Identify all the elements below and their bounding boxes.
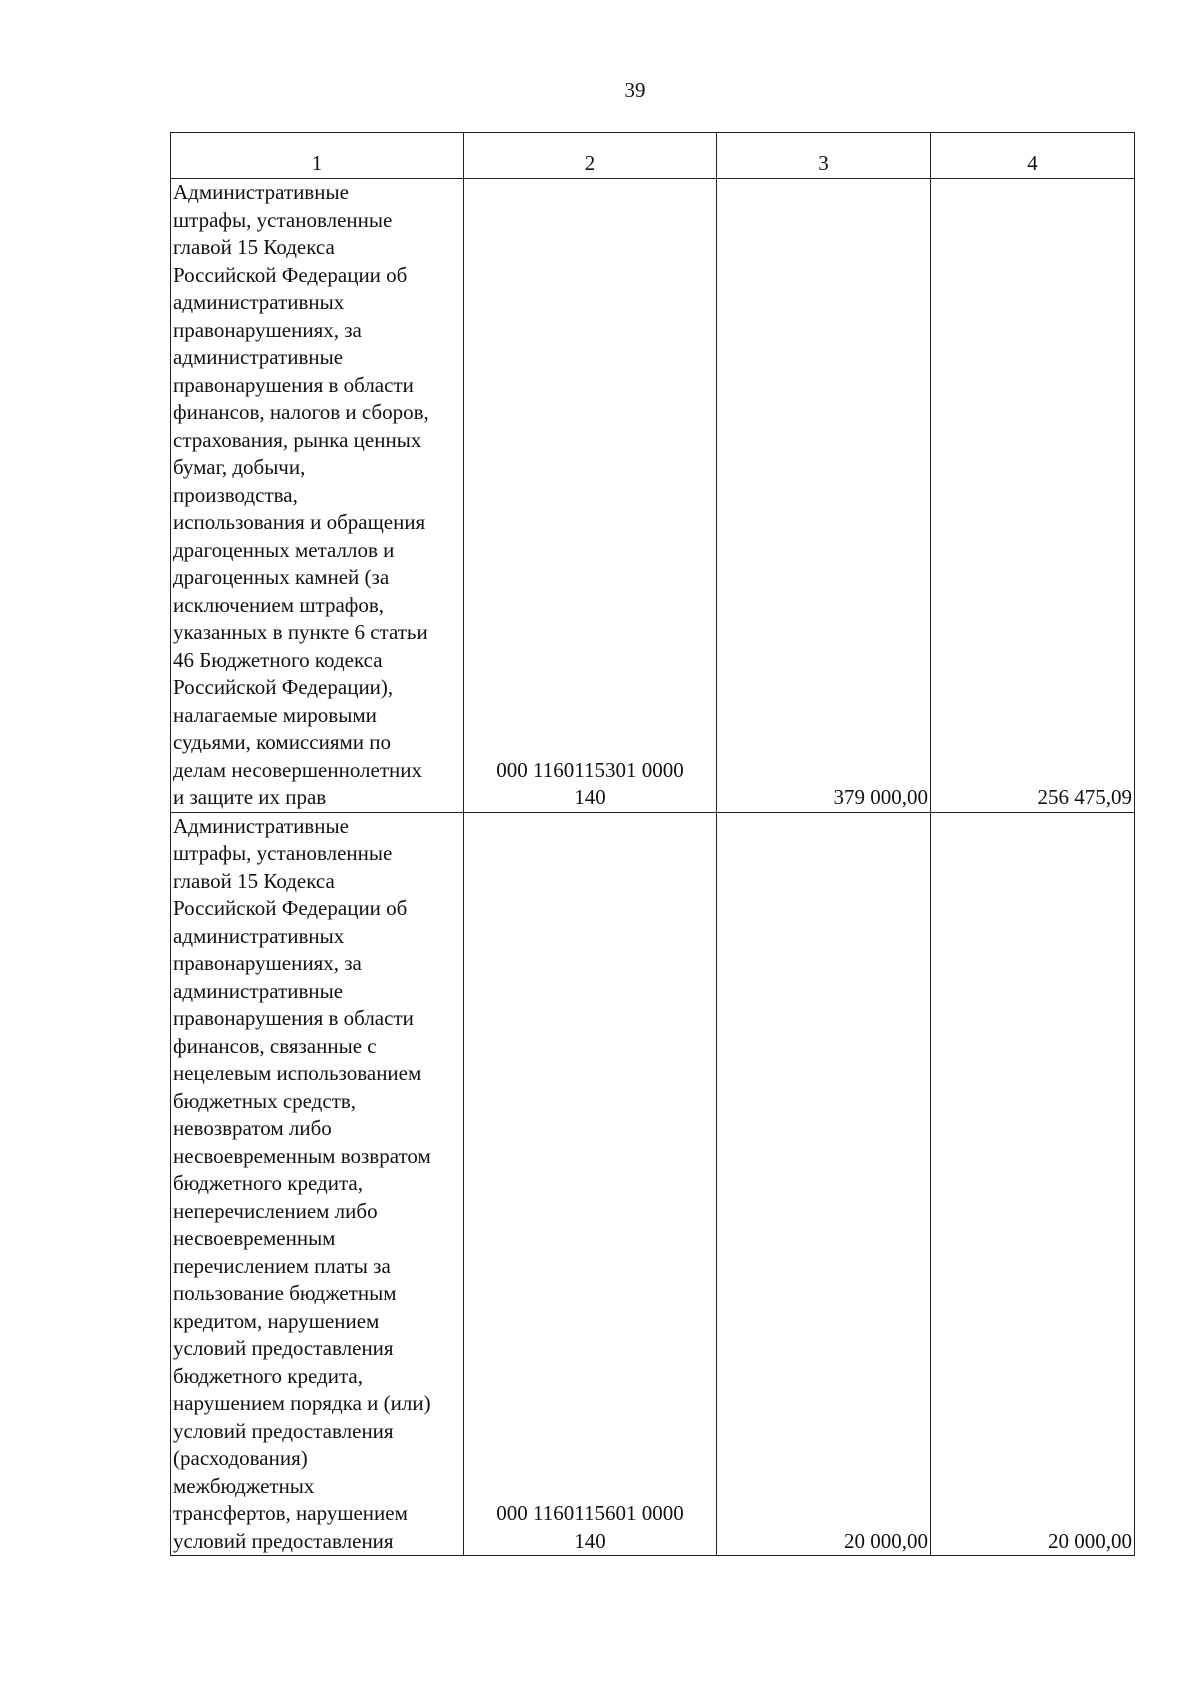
row-value-col3: 20 000,00 bbox=[717, 812, 931, 1556]
row-description: Административные штрафы, установленные главой 15 Кодекса Российской Федерации об административных правонарушениях, за административные правонарушения в области финансов, связанные с нецелевым использованием бюджетных средств, невозвратом либо несвоевременным возвратом бюджетного кредита, неперечислением либо несвоевременным перечислением платы за пользование бюджетным кредитом, нарушением условий предоставления бюджетного кредита, нарушением порядка и (или) условий предоставления (расходования) межбюджетных трансфертов, нарушением условий предоставления bbox=[171, 812, 464, 1556]
row-code: 000 1160115301 0000 140 bbox=[464, 179, 717, 813]
row-description: Административные штрафы, установленные главой 15 Кодекса Российской Федерации об административных правонарушениях, за административные правонарушения в области финансов, налогов и сборов, страхования, рынка ценных бумаг, добычи, производства, использования и обращения драгоценных металлов и драгоценных камней (за исключением штрафов, указанных в пункте 6 статьи 46 Бюджетного кодекса Российской Федерации), налагаемые мировыми судьями, комиссиями по делам несовершеннолетних и защите их прав bbox=[171, 179, 464, 813]
page-number: 39 bbox=[624, 78, 646, 102]
row-value-col4: 256 475,09 bbox=[931, 179, 1135, 813]
row-code: 000 1160115601 0000 140 bbox=[464, 812, 717, 1556]
header-col-1: 1 bbox=[171, 133, 464, 179]
row-value-col4: 20 000,00 bbox=[931, 812, 1135, 1556]
table-row bbox=[171, 812, 1135, 1556]
header-col-2: 2 bbox=[464, 133, 717, 179]
table-header-row bbox=[171, 133, 1135, 179]
header-col-4: 4 bbox=[931, 133, 1135, 179]
header-col-3: 3 bbox=[717, 133, 931, 179]
table-row bbox=[171, 179, 1135, 813]
revenue-table bbox=[170, 132, 1135, 1556]
row-value-col3: 379 000,00 bbox=[717, 179, 931, 813]
